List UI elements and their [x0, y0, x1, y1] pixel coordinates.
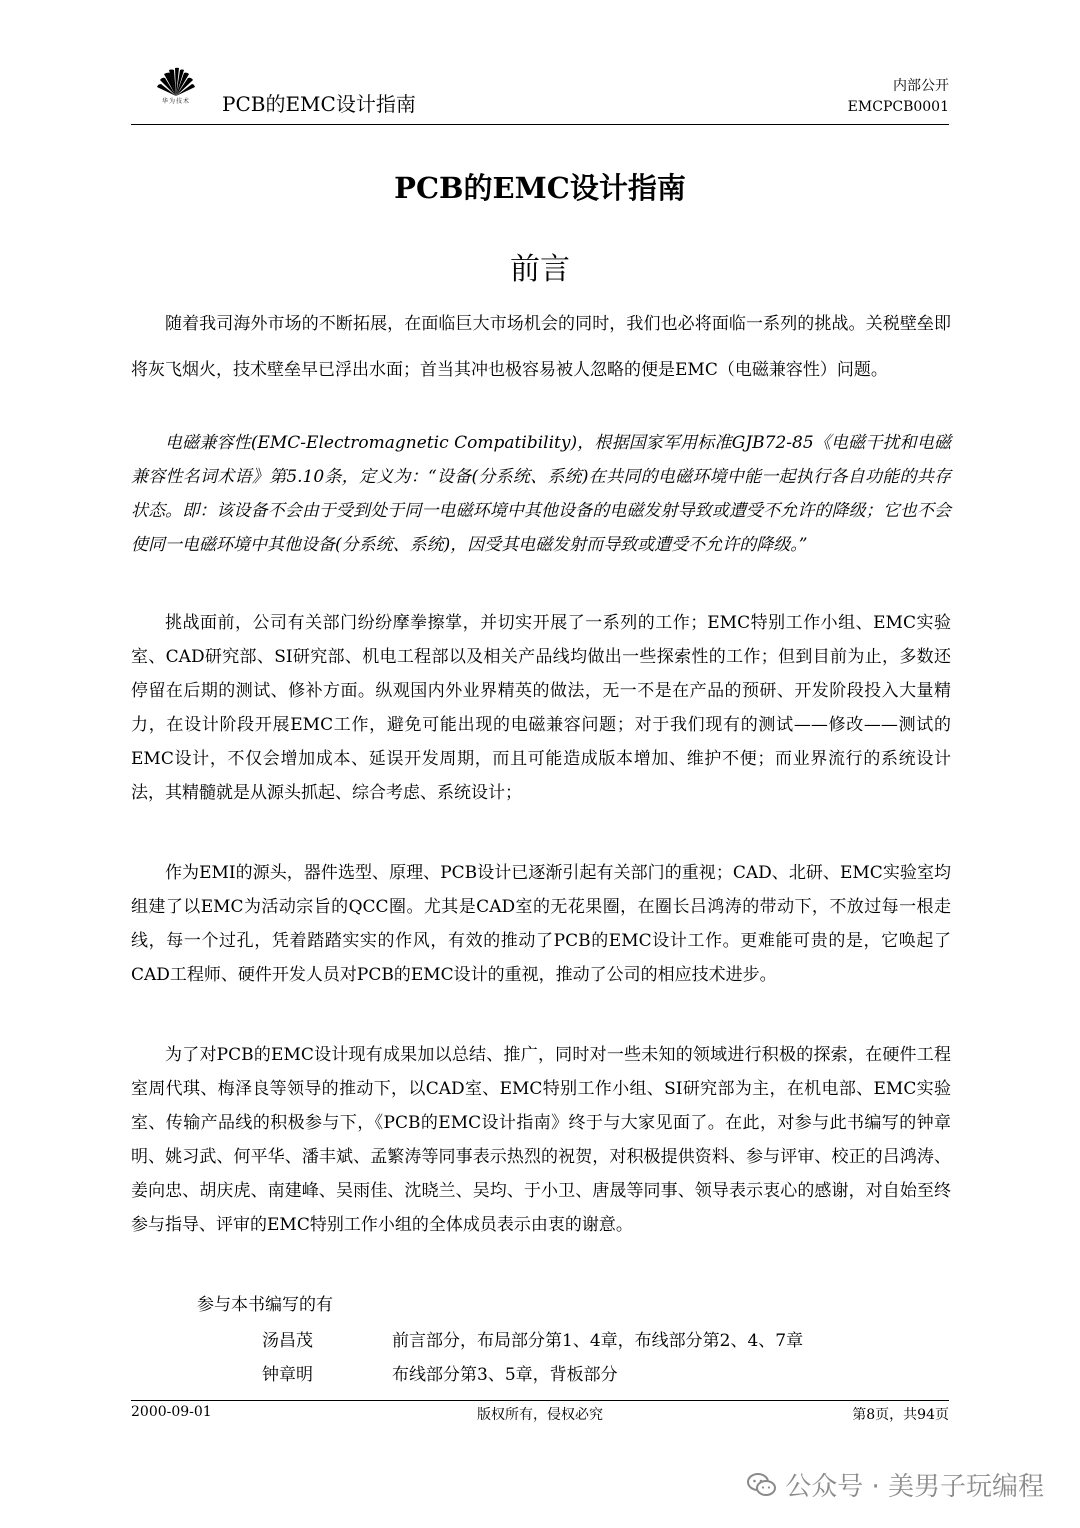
section-title: 前言 — [510, 252, 570, 287]
paragraph-5-text: 为了对PCB的EMC设计现有成果加以总结、推广，同时对一些未知的领域进行积极的探索，在硬件工程室周代琪、梅泽良等领导的推动下，以CAD室、EMC特别工作小组、SI研究部为主，在机电部、EMC实验室、传输产品线的积极参与下，《PCB的EMC设计指南》终于与大家见面了。在此，对参与此书编写的钟章明、姚习武、何平华、潘丰斌、孟繁涛等同事表示热烈的祝贺，对积极提供资料、参与评审、校正的吕鸿涛、姜向忠、胡庆虎、南建峰、吴雨佳、沈晓兰、吴均、于小卫、唐晟等同事、领导表示衷心的感谢，对自始至终参与指导、评审的EMC特别工作小组的全体成员表示由衷的谢意。 — [131, 1045, 951, 1235]
paragraph-4 — [131, 856, 951, 992]
paragraph-3-text: 挑战面前，公司有关部门纷纷摩拳擦掌，并切实开展了一系列的工作；EMC特别工作小组、EMC实验室、CAD研究部、SI研究部、机电工程部以及相关产品线均做出一些探索性的工作；但到目前为止，多数还停留在后期的测试、修补方面。纵观国内外业界精英的做法，无一不是在产品的预研、开发阶段投入大量精力，在设计阶段开展EMC工作，避免可能出现的电磁兼容问题；对于我们现有的测试——修改——测试的EMC设计，不仅会增加成本、延误开发周期，而且可能造成版本增加、维护不便；而业界流行的系统设计法，其精髓就是从源头抓起、综合考虑、系统设计； — [131, 613, 951, 803]
footer-date: 2000-09-01 — [131, 1404, 212, 1420]
paragraph-4-text: 作为EMI的源头，器件选型、原理、PCB设计已逐渐引起有关部门的重视；CAD、北研、EMC实验室均组建了以EMC为活动宗旨的QCC圈。尤其是CAD室的无花果圈，在圈长吕鸿涛的带动下，不放过每一根走线，每一个过孔，凭着踏踏实实的作风，有效的推动了PCB的EMC设计工作。更难能可贵的是，它唤起了CAD工程师、硬件开发人员对PCB的EMC设计的重视，推动了公司的相应技术进步。 — [131, 863, 951, 985]
footer-divider — [131, 1400, 949, 1401]
paragraph-5 — [131, 1038, 951, 1242]
header-meta — [848, 76, 949, 118]
paragraph-1-text: 随着我司海外市场的不断拓展，在面临巨大市场机会的同时，我们也必将面临一系列的挑战。关税壁垒即将灰飞烟火，技术壁垒早已浮出水面；首当其冲也极容易被人忽略的便是EMC（电磁兼容性）问题。 — [131, 314, 951, 380]
header-title: PCB的EMC设计指南 — [222, 92, 416, 116]
wechat-icon — [747, 1472, 777, 1498]
footer-page-number: 第8页，共94页 — [852, 1407, 949, 1423]
contributor-row — [262, 1326, 803, 1351]
classification-label: 内部公开 — [893, 78, 949, 94]
contributors-label: 参与本书编写的有 — [197, 1295, 333, 1315]
contributor-role: 布线部分第3、5章，背板部分 — [392, 1365, 618, 1385]
logo-caption: 华为技术 — [161, 98, 190, 105]
contributor-name: 钟章明 — [262, 1365, 313, 1385]
paragraph-1 — [131, 301, 951, 393]
paragraph-2 — [131, 426, 951, 562]
watermark-text: 公众号 · 美男子玩编程 — [785, 1472, 1044, 1502]
footer-copyright: 版权所有，侵权必究 — [477, 1407, 603, 1423]
contributor-row — [262, 1360, 618, 1385]
paragraph-3 — [131, 606, 951, 810]
contributor-name: 汤昌茂 — [262, 1331, 313, 1351]
contributor-role: 前言部分，布局部分第1、4章，布线部分第2、4、7章 — [392, 1331, 804, 1351]
header-divider — [131, 124, 949, 125]
watermark — [747, 1466, 1044, 1503]
document-title: PCB的EMC设计指南 — [394, 171, 686, 205]
paragraph-2-text: 电磁兼容性(EMC-Electromagnetic Compatibility)，根据国家军用标准GJB72-85《电磁干扰和电磁兼容性名词术语》第5.10条，定义为：“设备(分系统、系统)在共同的电磁环境中能一起执行各自功能的共存状态。即：该设备不会由于受到处于同一电磁环境中其他设备的电磁发射导致或遭受不允许的降级；它也不会使同一电磁环境中其他设备(分系统、系统)，因受其电磁发射而导致或遭受不允许的降级。” — [131, 433, 951, 555]
document-id: EMCPCB0001 — [847, 99, 949, 115]
